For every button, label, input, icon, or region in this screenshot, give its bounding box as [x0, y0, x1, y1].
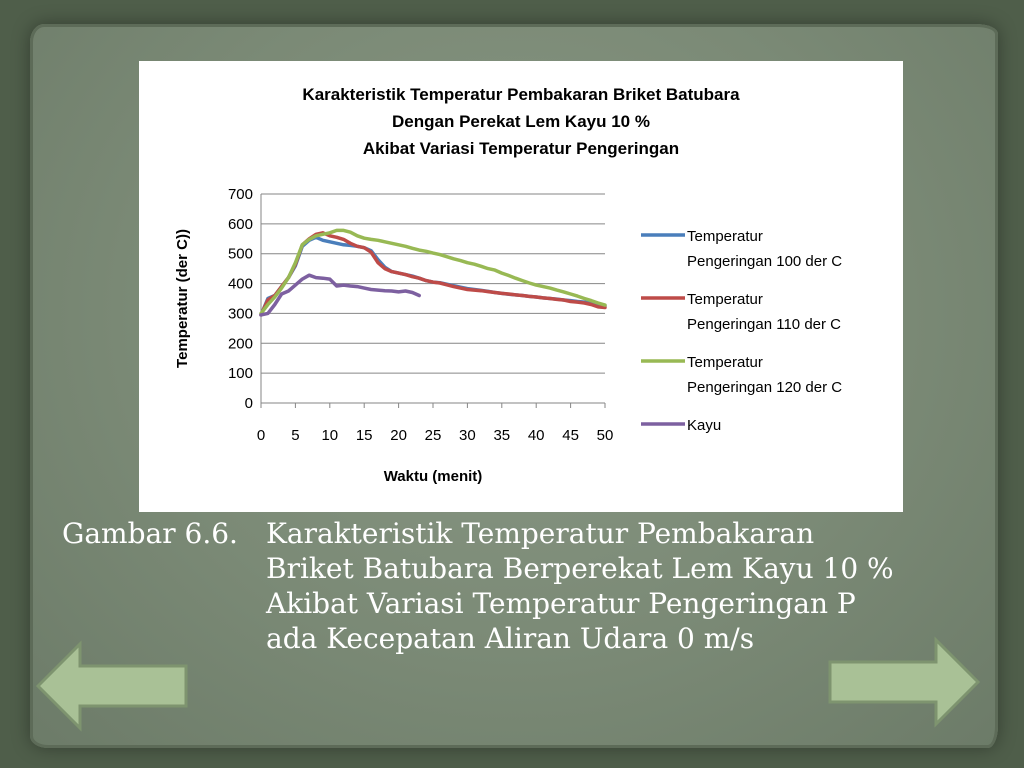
x-tick-label: 20: [390, 427, 407, 444]
arrow-left-icon: [38, 644, 186, 728]
legend-label-3: Temperatur: [687, 354, 763, 371]
arrow-right-icon: [830, 640, 978, 724]
y-tick-label: 300: [227, 305, 253, 323]
x-tick-label: 25: [424, 427, 442, 444]
caption-line-2: Briket Batubara Berperekat Lem Kayu 10 %: [266, 552, 894, 585]
x-tick-label: 35: [493, 427, 511, 444]
y-axis-label: Temperatur (der C)): [174, 229, 191, 368]
x-tick-label: 40: [527, 427, 545, 444]
caption-text: [266, 516, 966, 656]
y-tick-label: 700: [227, 186, 253, 203]
chart-container: [139, 61, 903, 512]
chart-title-line-1: Karakteristik Temperatur Pembakaran Briket Batubara: [302, 85, 740, 104]
y-tick-label: 200: [227, 335, 253, 353]
series-line-3: [261, 230, 605, 313]
y-tick-label: 500: [227, 245, 253, 263]
chart-title-line-2: Dengan Perekat Lem Kayu 10 %: [392, 112, 650, 131]
caption-line-3: Akibat Variasi Temperatur Pengeringan P: [266, 587, 856, 620]
y-tick-label: 0: [244, 395, 253, 412]
series-line-2: [261, 233, 605, 315]
x-tick-label: 45: [562, 427, 579, 444]
legend-label-4: Kayu: [687, 417, 722, 434]
y-tick-label: 400: [227, 275, 253, 293]
chart-title-line-3: Akibat Variasi Temperatur Pengeringan: [362, 139, 680, 158]
legend-label-2: Temperatur: [687, 291, 763, 308]
x-tick-label: 10: [321, 427, 339, 444]
line-chart: [139, 61, 903, 512]
legend-label-1: Temperatur: [687, 228, 763, 245]
y-tick-label: 100: [227, 365, 253, 383]
x-axis-label: Waktu (menit): [383, 468, 483, 485]
legend-label-1: Pengeringan 100 der C: [687, 253, 843, 270]
x-tick-label: 5: [291, 427, 300, 444]
caption-line-1: Karakteristik Temperatur Pembakaran: [266, 517, 815, 550]
next-button[interactable]: [826, 636, 982, 728]
legend-label-2: Pengeringan 110 der C: [687, 316, 841, 333]
legend-label-3: Pengeringan 120 der C: [687, 379, 843, 396]
caption-number: Gambar 6.6.: [62, 517, 238, 550]
x-tick-label: 0: [256, 427, 266, 444]
x-tick-label: 50: [596, 427, 614, 444]
x-tick-label: 15: [355, 427, 373, 444]
y-tick-label: 600: [227, 215, 253, 233]
caption-line-4: ada Kecepatan Aliran Udara 0 m/s: [266, 622, 755, 655]
prev-button[interactable]: [34, 640, 190, 732]
x-tick-label: 30: [459, 427, 476, 444]
